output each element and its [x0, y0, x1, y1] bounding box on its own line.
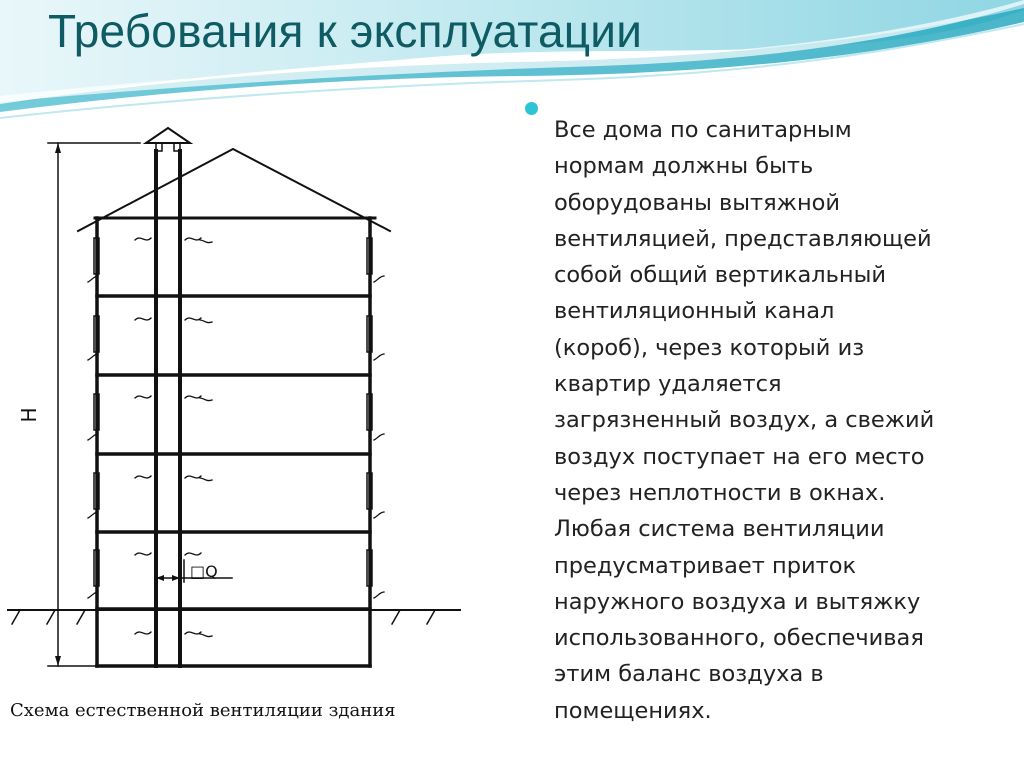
bullet-line: оборудованы вытяжной [554, 189, 841, 216]
bullet-line: использованного, обеспечивая [554, 625, 924, 652]
bullet-line: воздух поступает на его место [554, 443, 925, 470]
bullet-line: Все дома по санитарным [554, 117, 852, 143]
diagram-caption: Схема естественной вентиляции здания [10, 700, 396, 721]
bullet-line: вентиляционный канал [554, 298, 835, 325]
ventilation-diagram [0, 118, 470, 688]
bullet-line: нормам должны быть [554, 153, 814, 180]
bullet-line: (короб), через который из [554, 334, 865, 361]
bullet-text [554, 112, 1004, 729]
bullet-line: помещениях. [554, 697, 712, 724]
chimney-cap [146, 128, 190, 143]
box-label: □Q [190, 562, 218, 581]
bullet-line: этим баланс воздуха в [554, 661, 824, 688]
bullet-line: загрязненный воздух, а свежий [554, 407, 935, 434]
height-label: H [17, 407, 41, 423]
bullet-line: вентиляцией, представляющей [554, 225, 932, 252]
bullet-line: наружного воздуха и вытяжку [554, 588, 921, 615]
bullet-line: предусматривает приток [554, 552, 857, 579]
slide-title: Требования к эксплуатации [48, 5, 643, 57]
bullet-dot-icon [525, 102, 538, 115]
bullet-line: через неплотности в окнах. [554, 479, 886, 506]
bullet-line: Любая система вентиляции [554, 516, 885, 543]
bullet-line: квартир удаляется [554, 371, 782, 398]
bullet-line: собой общий вертикальный [554, 262, 887, 289]
